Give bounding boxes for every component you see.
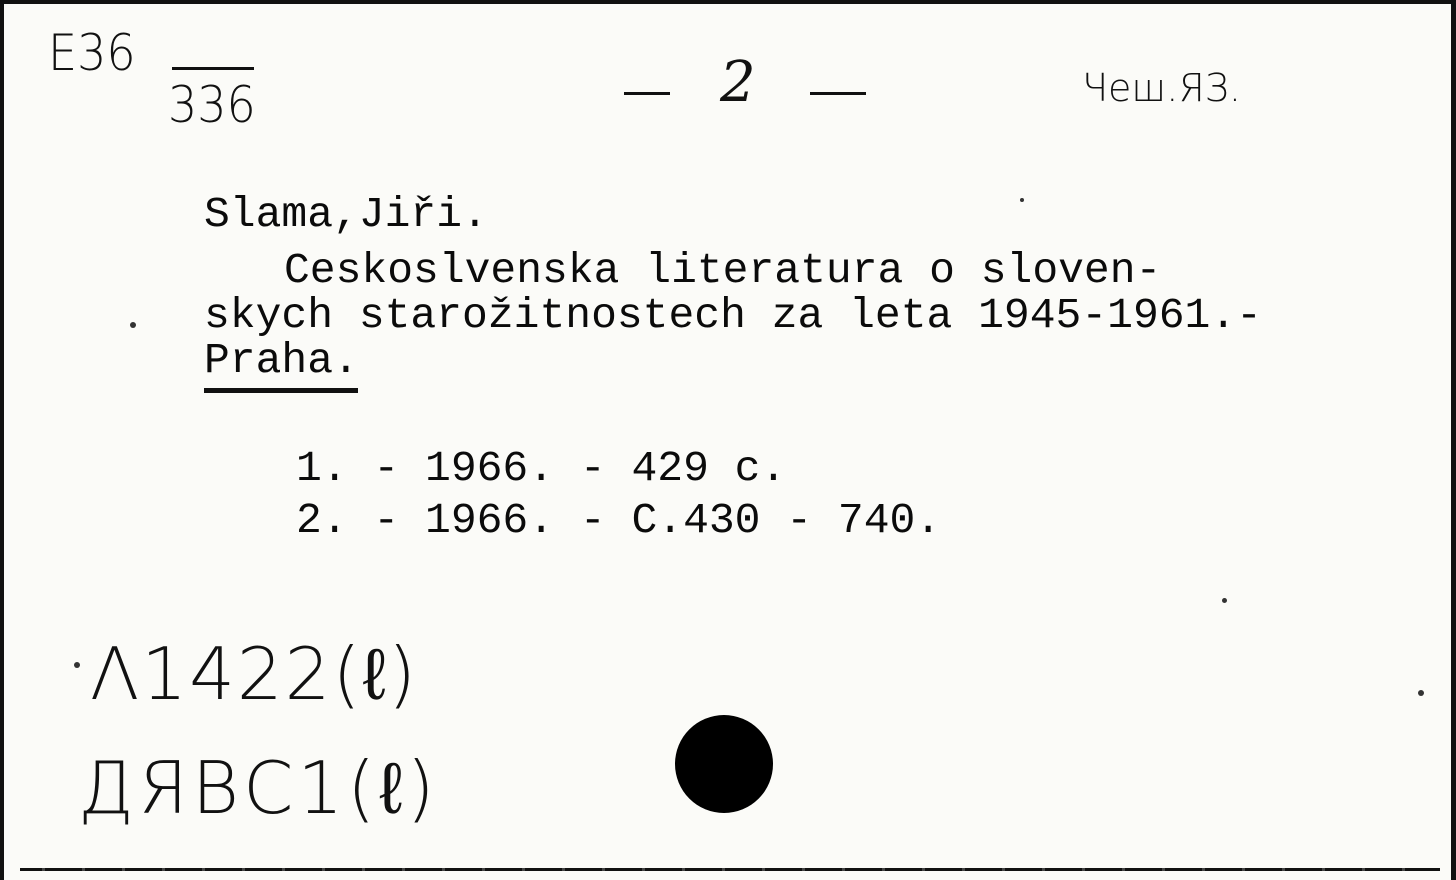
- title-line-2: skych starožitnostech za leta 1945-1961.-: [204, 291, 1262, 340]
- ink-speck: [1020, 198, 1024, 202]
- place-underline: [204, 388, 358, 393]
- card-border-right: [1451, 0, 1456, 880]
- place-of-publication: Praha: [204, 336, 334, 385]
- shelf-mark-fraction-line: [172, 67, 254, 70]
- volume-line-1: 1. - 1966. - 429 c.: [296, 444, 787, 493]
- place-trailing-punctuation: .: [333, 336, 359, 385]
- part-marker-dash-left: [624, 92, 670, 95]
- part-marker-dash-right: [810, 92, 866, 95]
- volume-line-2: 2. - 1966. - C.430 - 740.: [296, 496, 942, 545]
- author-line: Slama,Jiři.: [204, 190, 488, 239]
- ink-speck: [130, 322, 136, 328]
- card-border-bottom: [20, 868, 1440, 871]
- title-line-1: Ceskoslvenska literatura o sloven-: [284, 246, 1162, 295]
- shelf-mark-top: E36: [48, 24, 136, 82]
- shelf-mark-bottom: 336: [168, 76, 256, 134]
- ink-speck: [1222, 598, 1227, 603]
- part-marker: 2: [720, 50, 756, 115]
- card-border-left: [0, 0, 4, 880]
- card-border-top: [0, 0, 1456, 4]
- call-number-1: Λ1422(ℓ): [90, 632, 418, 716]
- imprint-line: [204, 338, 359, 384]
- ink-speck: [1418, 690, 1424, 696]
- call-number-2: ДЯВС1(ℓ): [78, 746, 439, 830]
- language-code: Чеш.ЯЗ.: [1082, 66, 1241, 110]
- ink-speck: [74, 662, 80, 668]
- punch-hole: [675, 715, 773, 813]
